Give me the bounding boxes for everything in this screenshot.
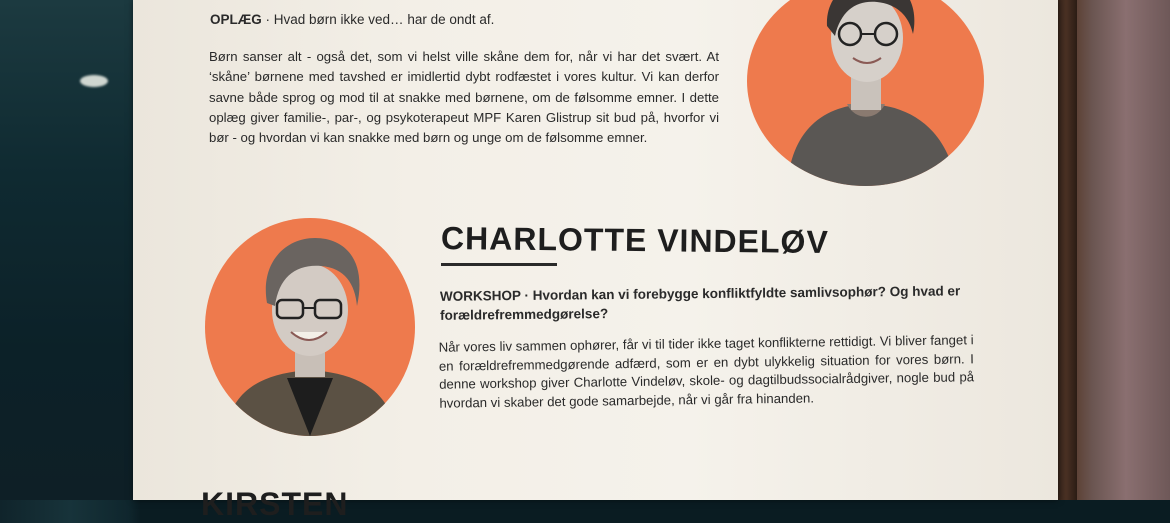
speaker3-name: KIRSTEN — [201, 486, 349, 522]
ceiling-light — [80, 75, 108, 87]
section2-subtitle — [440, 281, 980, 325]
section1-subtitle-text: · Hvad børn ikke ved… har de ondt af. — [261, 12, 495, 27]
section1-paragraph: Børn sanser alt - også det, som vi helst ville skåne dem for, når vi har det svært. At ‘skåne’ børnene med tavshed er imidlertid dybt rodfæstet i vores kultur. Vi kan derfor savne både sprog og mod til at snakke med børnene, om de følsomme emner. I dette oplæg giver familie-, par-, og psykoterapeut MPF Karen Glistrup sit bud på, hvorfor vi bør - og hvordan vi kan snakke med børn og unge om de følsomme emner. — [209, 49, 719, 146]
speaker2-name-underline — [441, 263, 557, 266]
section1-subtitle — [210, 12, 494, 27]
speaker2-name: CHARLOTTE VINDELØV — [440, 219, 829, 261]
frame-edge — [1055, 0, 1077, 500]
section1-tag: OPLÆG — [210, 12, 262, 27]
speaker2-photo — [205, 218, 415, 436]
background-left — [0, 0, 140, 500]
speaker1-photo — [747, 0, 984, 186]
section2-tag: WORKSHOP — [439, 287, 521, 304]
section2-subtitle-text: · Hvordan kan vi forebygge konfliktfyldte samlivsophør? Og hvad er forældrefremmedgørelse? — [440, 283, 961, 323]
section2-paragraph: Når vores liv sammen ophører, får vi til tider ikke taget konflikterne rettidigt. Vi bliver fanget i en forældrefremmedgørende adfærd, som er en dybt ulykkelig situation for vores børn. I denne workshop giver Charlotte Vindeløv, skole- og dagtilbudssocialrådgiver, nogle bud på hvordan vi skaber det gode samarbejde, når vi går fra hinanden. — [438, 332, 975, 411]
poster — [133, 0, 1058, 522]
